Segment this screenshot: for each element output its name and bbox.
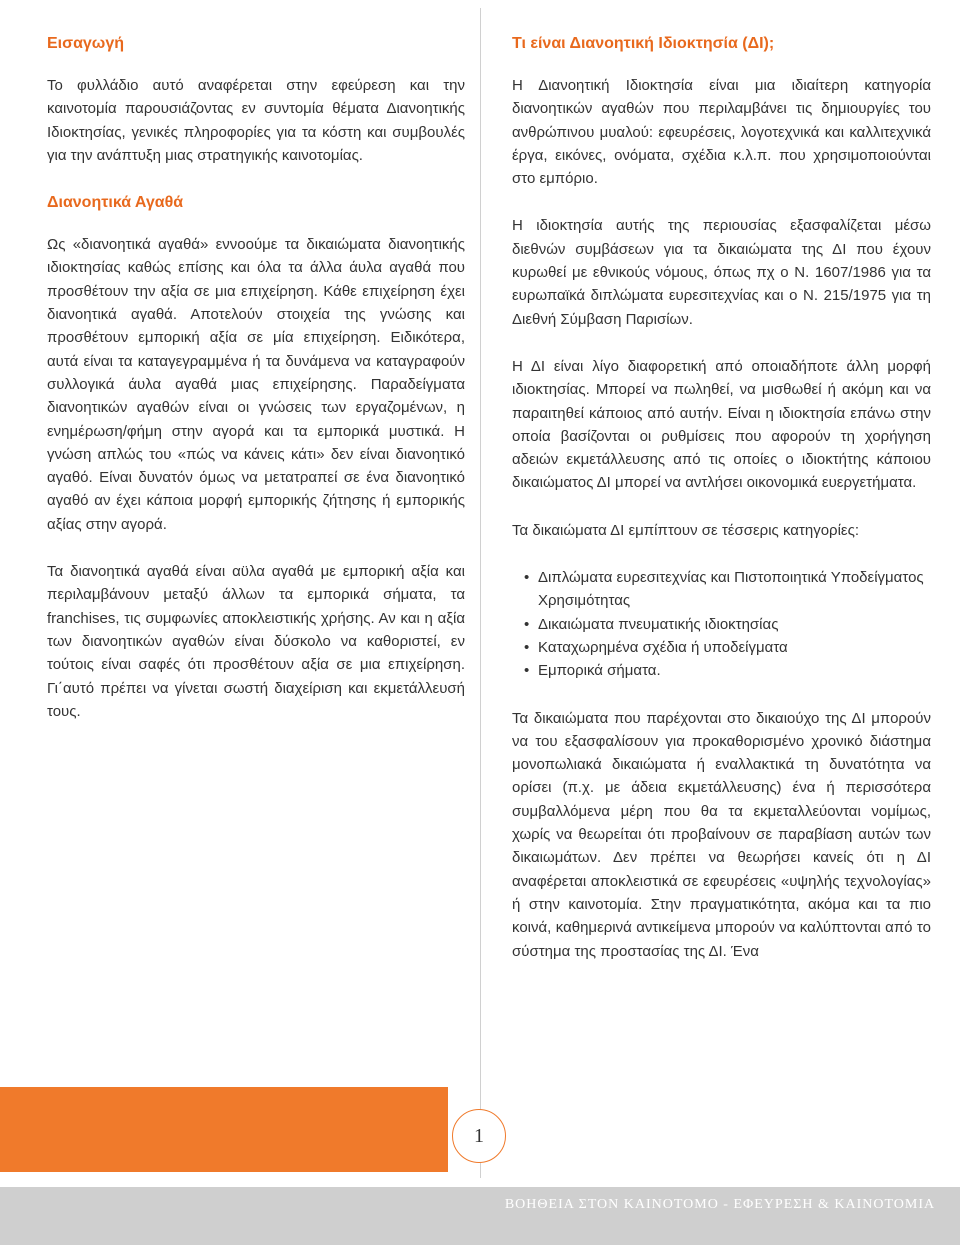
intro-heading: Εισαγωγή [47, 35, 124, 52]
list-item: • Δικαιώματα πνευματικής ιδιοκτησίας [524, 613, 931, 636]
intellectual-assets-heading: Διανοητικά Αγαθά [47, 194, 184, 212]
list-item: • Εμπορικά σήματα. [524, 659, 931, 682]
intellectual-assets-paragraph-1: Ως «διανοητικά αγαθά» εννοούμε τα δικαιώματα διανοητικής ιδιοκτησίας καθώς επίσης και όλα τα άλλα άυλα αγαθά που προσθέτουν την αξία σε μια επιχείρηση. Κάθε επιχείρηση έχει διανοητικά αγαθά. Αποτελούν στοιχεία της γνώσης και προσθέτουν εμπορική αξία σε μία επιχείρηση. Ειδικότερα, αυτά είναι τα καταγεγραμμένα ή τα δυνάμενα να καταγραφούν συλλογικά άυλα αγαθά μιας επιχείρησης. Παραδείγματα διανοητικών αγαθών είναι οι γνώσεις των εργαζομένων, η ενημέρωση/φήμη στην αγορά και τα εμπορικά μυστικά. Η γνώση απλώς του «πώς να κάνεις κάτι» δεν είναι διανοητικό αγαθό. Είναι δυνατόν όμως να μετατραπεί σε ένα διανοητικό αγαθό αν έχει κάποια μορφή εμπορικής ζήτησης ή εμπορικής αξίας στην αγορά. [47, 236, 465, 533]
footer-accent-bar [0, 1087, 448, 1172]
footer-title: ΒΟΗΘΕΙΑ ΣΤΟΝ ΚΑΙΝΟΤΟΜΟ - ΕΦΕΥΡΕΣΗ & ΚΑΙΝΟΤΟΜΙΑ [504, 1197, 936, 1212]
ip-paragraph-1: Η Διανοητική Ιδιοκτησία είναι μια ιδιαίτερη κατηγορία διανοητικών αγαθών που περιλαμβάνει τις δημιουργίες του ανθρώπινου μυαλού: εφευρέσεις, λογοτεχνικά και καλλιτεχνικά έργα, εικόνες, ονόματα, σχέδια κ.λ.π. που χρησιμοποιούνται στο εμπόριο. [512, 77, 931, 188]
intro-paragraph: Το φυλλάδιο αυτό αναφέρεται στην εφεύρεση και την καινοτομία παρουσιάζοντας εν συντομία θέματα Διανοητικής Ιδιοκτησίας, γενικές πληροφορίες για τα κόστη και συμβουλές για την ανάπτυξη μιας στρατηγικής καινοτομίας. [47, 77, 465, 164]
intellectual-assets-paragraph-2: Τα διανοητικά αγαθά είναι αϋλα αγαθά με εμπορική αξία και περιλαμβάνουν μεταξύ άλλων τα εμπορικά σήματα, τα franchises, τις συμφωνίες αποκλειστικής χρήσης. Αν και η αξία των διανοητικών αγαθών είναι δύσκολο να καθοριστεί, εν τούτοις είναι σαφές ότι προσθέτουν αξία σε μια επιχείρηση. Γι΄αυτό πρέπει να γίνεται σωστή διαχείριση και εκμετάλλευσή τους. [47, 563, 465, 720]
ip-heading: Τι είναι Διανοητική Ιδιοκτησία (ΔΙ); [512, 35, 775, 52]
ip-paragraph-5: Τα δικαιώματα που παρέχονται στο δικαιούχο της ΔΙ μπορούν να του εξασφαλίσουν για προκαθορισμένο χρονικό διάστημα μονοπωλιακά δικαιώματα ή εναλλακτικά τη δυνατότητα να ορίσει (π.χ. με άδεια εκμετάλλευσης) ένα ή περισσότερα συμβαλλόμενα μέρη που θα τα εκμεταλλεύονται νομίμως, χωρίς να θεωρείται ότι προβαίνουν σε παραβίαση αυτών των δικαιωμάτων. Δεν πρέπει να θεωρήσει κανείς ότι η ΔΙ αναφέρεται αποκλειστικά σε εφευρέσεις «υψηλής τεχνολογίας» ή στην καινοτομία. Στην πραγματικότητα, ακόμα και τα πιο κοινά, καθημερινά αντικείμενα μπορούν να καλύπτονται από το σύστημα της προστασίας της ΔΙ. Ένα [512, 709, 931, 960]
list-item: • Καταχωρημένα σχέδια ή υποδείγματα [524, 636, 931, 659]
ip-paragraph-2: Η ιδιοκτησία αυτής της περιουσίας εξασφαλίζεται μέσω διεθνών συμβάσεων για τα δικαιώματα της ΔΙ που έχουν κυρωθεί με εθνικούς νόμους, όπως πχ ο Ν. 1607/1986 για τα ευρωπαϊκά διπλώματα ευρεσιτεχνίας και ο Ν. 215/1975 για τη Διεθνή Σύμβαση Παρισίων. [512, 217, 931, 328]
ip-categories-list [512, 566, 931, 682]
ip-paragraph-4: Τα δικαιώματα ΔΙ εμπίπτουν σε τέσσερις κατηγορίες: [512, 521, 859, 539]
left-column [47, 32, 465, 747]
ip-paragraph-3: Η ΔΙ είναι λίγο διαφορετική από οποιαδήποτε άλλη μορφή ιδιοκτησίας. Μπορεί να πωληθεί, να μισθωθεί ή ακόμη και να παραιτηθεί κάποιος από αυτήν. Είναι η ιδιοκτησία επάνω στην οποία βασίζονται οι ρυθμίσεις που αφορούν τη χορήγηση αδειών εκμετάλλευσης από τις οποίες ο ιδιοκτήτης κάποιου δικαιώματος ΔΙ μπορεί να αντλήσει οικονομικά ευεργετήματα. [512, 357, 931, 492]
column-divider [480, 8, 481, 1178]
list-item: • Διπλώματα ευρεσιτεχνίας και Πιστοποιητικά Υποδείγματος Χρησιμότητας [524, 566, 931, 613]
page-number: 1 [452, 1109, 506, 1163]
right-column [512, 32, 931, 987]
footer-bar [0, 1187, 960, 1245]
